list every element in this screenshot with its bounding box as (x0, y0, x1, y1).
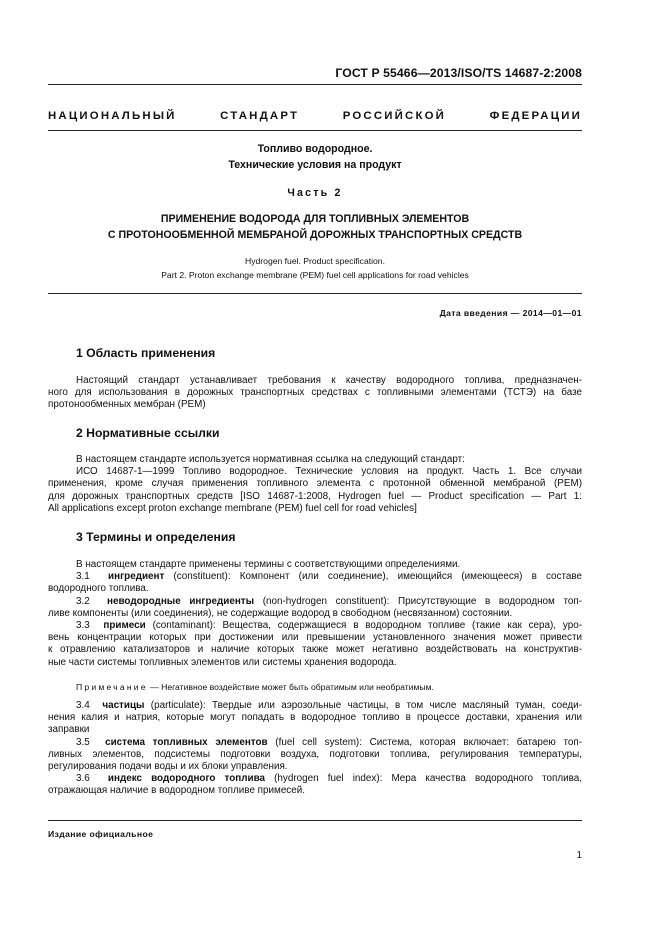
text-line: ные части системы топливных элементов или системы хранения водорода. (48, 656, 397, 668)
note (76, 682, 434, 692)
text-line: для дорожных транспортных средств [ISO 14687-1:2008, Hydrogen fuel — Product specification — Part 1: (48, 490, 582, 502)
page-number: 1 (576, 850, 582, 861)
term-3-5-line (48, 737, 582, 749)
term-definition: (particulate): Твердые или аэрозольные частицы, в том числе масляный туман, соеди- (150, 700, 582, 711)
text-line: ного для использования в дорожных транспортных средствах с топливными элементами (ТСТЭ) на базе (48, 387, 582, 399)
national-standard-banner (48, 110, 582, 122)
section-1-heading: 1 Область применения (76, 346, 216, 360)
term-number: 3.6 (76, 773, 90, 785)
title-line-2: Технические условия на продукт (228, 159, 402, 171)
term-3-1-line (48, 571, 582, 583)
text-line: All applications except proton exchange membrane (PEM) fuel cell for road vehicles] (48, 502, 417, 514)
english-title-2: Part 2. Proton exchange membrane (PEM) fuel cell applications for road vehicles (161, 270, 469, 280)
banner-word: НАЦИОНАЛЬНЫЙ (48, 110, 177, 122)
subtitle-line-1: ПРИМЕНЕНИЕ ВОДОРОДА ДЛЯ ТОПЛИВНЫХ ЭЛЕМЕНТОВ (160, 213, 470, 225)
term-definition: (contaminant): Вещества, содержащиеся в водородном топливе (такие как сера), уро- (152, 620, 582, 632)
text-line: ливных элементов, подсистемы подготовки воздуха, подготовки топлива, регулирования температуры, (48, 748, 582, 760)
note-text: — Негативное воздействие может быть обратимым или необратимым. (150, 682, 434, 692)
text-line: В настоящем стандарте используется нормативная ссылка на следующий стандарт: (76, 454, 465, 465)
title-line-1: Топливо водородное. (257, 143, 373, 155)
text-line: Настоящий стандарт устанавливает требования к качеству водородного топлива, предназначен- (76, 375, 582, 386)
term-name: неводородные ингредиенты (107, 595, 255, 607)
section-3-heading: 3 Термины и определения (76, 530, 236, 544)
term-definition: (constituent): Компонент (или соединение), имеющийся (имеющееся) в составе (173, 571, 582, 583)
introduction-date: Дата введения — 2014—01—01 (439, 308, 582, 318)
term-number: 3.5 (76, 736, 90, 748)
title-rule (48, 293, 582, 294)
term-name: частицы (102, 700, 145, 711)
text-line: к отравлению катализаторов и наличие которых также может негативно воздействовать на конструктив- (48, 644, 582, 656)
text-line: В настоящем стандарте применены термины с соответствующими определениями. (76, 559, 461, 570)
banner-word: РОССИЙСКОЙ (342, 110, 447, 122)
banner-word: ФЕДЕРАЦИИ (489, 110, 582, 122)
gost-code: ГОСТ Р 55466—2013/ISO/TS 14687-2:2008 (335, 66, 582, 80)
section-1-body (48, 375, 582, 412)
header-rule (48, 84, 582, 85)
term-3-4-line (48, 700, 582, 712)
term-3-6-line (48, 773, 582, 785)
term-definition: (fuel cell system): Система, которая включает: батарею топ- (275, 736, 582, 748)
part-label: Часть 2 (287, 187, 343, 199)
banner-rule (48, 130, 582, 131)
term-number: 3.1 (76, 571, 90, 583)
text-line: протонообменных мембран (РЕМ) (48, 399, 206, 411)
term-definition: (hydrogen fuel index): Мера качества водородного топлива, (274, 773, 582, 785)
term-name: индекс водородного топлива (107, 773, 266, 785)
text-line: ИСО 14687-1—1999 Топливо водородное. Технические условия на продукт. Часть 1. Все случаи (76, 466, 582, 478)
section-2-heading: 2 Нормативные ссылки (76, 426, 220, 440)
edition-label: Издание официальное (48, 829, 154, 839)
section-3-body-continued (48, 700, 582, 798)
banner-word: СТАНДАРТ (220, 110, 300, 122)
term-number: 3.3 (76, 620, 90, 632)
term-3-3-line (48, 620, 582, 632)
term-number: 3.2 (76, 595, 90, 607)
term-3-2-line (48, 596, 582, 608)
section-2-body (48, 454, 582, 515)
text-line: заправки (48, 724, 90, 736)
text-line: нения калия и натрия, которые могут попадать в водородное топливо в процессе доставки, хранения или (48, 712, 582, 724)
text-line: вень концентрации которых при достижении или превышении установленного значения может привести (48, 632, 582, 644)
term-name: система топливных элементов (105, 736, 268, 748)
text-line: отражающая наличие в водородном топливе примесей. (48, 785, 305, 797)
term-number: 3.4 (76, 700, 90, 711)
text-line: водородного топлива. (48, 583, 149, 595)
term-name: ингредиент (108, 571, 165, 583)
section-3-body (48, 559, 582, 669)
term-name: примеси (103, 620, 146, 632)
note-label: Примечание (76, 682, 148, 692)
english-title-1: Hydrogen fuel. Product specification. (245, 256, 385, 266)
term-definition: (non-hydrogen constituent): Присутствующие в водородном топ- (262, 595, 583, 607)
text-line: регулирования подачи воды и их блоки управления. (48, 761, 288, 773)
text-line: ливе компоненты (или соединения), не содержащие водород в свободном (несвязанном) состоянии. (48, 607, 513, 619)
subtitle-line-2: С ПРОТОНООБМЕННОЙ МЕМБРАНОЙ ДОРОЖНЫХ ТРАНСПОРТНЫХ СРЕДСТВ (107, 229, 523, 241)
text-line: применения, кроме случая применения топливного элемента с протонной обменной мембраной (PEM) (48, 478, 582, 490)
footer-rule (48, 820, 582, 821)
